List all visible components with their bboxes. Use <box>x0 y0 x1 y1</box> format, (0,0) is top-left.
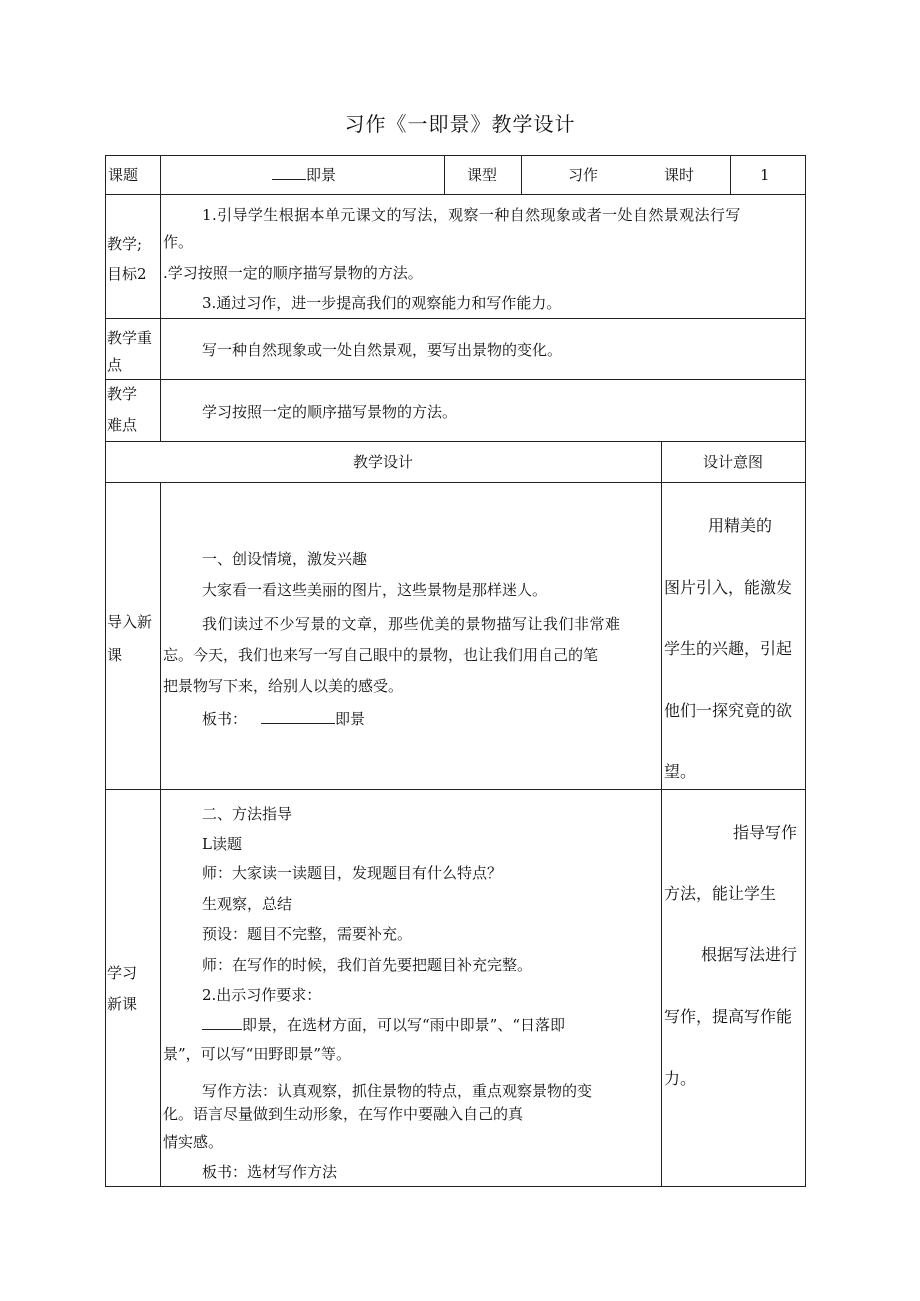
col-divider <box>661 441 662 1187</box>
step-read-title: L读题 <box>202 835 242 853</box>
intro-board-blank <box>261 709 335 724</box>
requirement-line-1-text: 即景，在选材方面，可以写“雨中即景”、“日落即 <box>242 1016 566 1034</box>
design-header: 教学设计 <box>352 453 413 471</box>
intro-intent-line-3: 学生的兴趣，引起 <box>664 639 793 658</box>
intro-intent-line-5: 望。 <box>664 762 697 781</box>
intro-board <box>202 709 365 729</box>
preset-answer: 预设：题目不完整，需要补充。 <box>202 925 413 943</box>
objectives-label-2: 目标2 <box>107 265 147 283</box>
teacher-instruction: 师：在写作的时候，我们首先要把题目补充完整。 <box>202 956 533 974</box>
student-observe: 生观察，总结 <box>202 895 293 913</box>
requirement-blank <box>202 1015 242 1030</box>
period-label: 课时 <box>664 166 695 184</box>
col-divider <box>160 482 161 1187</box>
lesson-intent-line-2: 方法，能让学生 <box>664 884 777 903</box>
row-divider <box>105 318 806 319</box>
topic-value <box>272 165 336 185</box>
intent-header: 设计意图 <box>702 453 763 471</box>
intro-paragraph-1: 大家看一看这些美丽的图片，这些景物是那样迷人。 <box>202 581 548 599</box>
intro-paragraph-2-line-2: 忘。今天，我们也来写一写自己眼中的景物，也让我们用自己的笔 <box>163 646 599 664</box>
row-divider <box>105 441 806 442</box>
row-divider <box>105 379 806 380</box>
objective-line-1: 1.引导学生根据本单元课文的写法，观察一种自然现象或者一处自然景观法行写 <box>202 206 741 224</box>
objective-line-4: 3.通过习作，进一步提高我们的观察能力和写作能力。 <box>202 294 562 312</box>
intro-heading: 一、创设情境，激发兴趣 <box>202 550 368 568</box>
intro-intent-line-4: 他们一探究竟的欲 <box>664 701 793 720</box>
method-line-1: 写作方法：认真观察，抓住景物的特点，重点观察景物的变 <box>202 1082 593 1100</box>
intro-board-label: 板书： <box>202 710 248 728</box>
col-divider <box>160 155 161 442</box>
key-points-text: 写一种自然现象或一处自然景观，要写出景物的变化。 <box>202 341 563 359</box>
intro-intent-line-2: 图片引入，能激发 <box>664 578 793 597</box>
objective-line-2: 作。 <box>163 233 194 251</box>
key-points-label-2: 点 <box>107 356 123 374</box>
row-divider <box>105 194 806 195</box>
table-border-top <box>105 155 806 156</box>
new-lesson-label-1: 学习 <box>107 964 138 982</box>
lesson-intent-line-1: 指导写作 <box>733 823 798 842</box>
new-lesson-label-2: 新课 <box>107 995 138 1013</box>
difficulties-label-2: 难点 <box>107 416 138 434</box>
intro-label-2: 课 <box>107 646 123 664</box>
method-line-3: 情实感。 <box>163 1133 224 1151</box>
intro-intent-line-1: 用精美的 <box>708 516 773 535</box>
row-divider <box>105 482 806 483</box>
topic-value-text: 即景 <box>306 166 337 184</box>
table-border-right <box>805 155 806 1187</box>
method-line-2: 化。语言尽量做到生动形象，在写作中要融入自己的真 <box>163 1105 524 1123</box>
difficulties-text: 学习按照一定的顺序描写景物的方法。 <box>202 403 458 421</box>
intro-paragraph-2-line-3: 把景物写下来，给别人以美的感受。 <box>163 677 404 695</box>
requirement-line-1 <box>202 1015 565 1035</box>
method-heading: 二、方法指导 <box>202 805 293 823</box>
intro-board-value: 即景 <box>335 710 366 728</box>
teacher-question: 师：大家读一读题目，发现题目有什么特点？ <box>202 864 503 882</box>
lesson-intent-line-3: 根据写法进行 <box>701 945 798 964</box>
topic-label: 课题 <box>108 166 139 184</box>
key-points-label-1: 教学重 <box>107 329 153 347</box>
table-border-bottom <box>105 1186 806 1187</box>
period-value: 1 <box>760 166 770 184</box>
table-border-left <box>105 155 106 1187</box>
intro-label-1: 导入新 <box>107 613 153 631</box>
col-divider <box>730 155 731 195</box>
objective-line-3: .学习按照一定的顺序描写景物的方法。 <box>163 264 423 282</box>
intro-paragraph-2-line-1: 我们读过不少写景的文章，那些优美的景物描写让我们非常难 <box>202 615 621 633</box>
lesson-intent-line-4: 写作，提高写作能 <box>664 1007 793 1026</box>
method-board: 板书：选材写作方法 <box>202 1163 338 1181</box>
step-show-requirements: 2.出示习作要求： <box>202 986 322 1004</box>
lesson-intent-line-5: 力。 <box>664 1069 697 1088</box>
type-label: 课型 <box>467 166 498 184</box>
objectives-label-1: 教学; <box>107 235 143 253</box>
page-title: 习作《一即景》教学设计 <box>344 112 576 136</box>
row-divider <box>105 789 806 790</box>
col-divider <box>521 155 522 195</box>
topic-blank <box>272 165 306 180</box>
type-value: 习作 <box>568 166 599 184</box>
requirement-line-2: 景”，可以写“田野即景”等。 <box>163 1045 352 1063</box>
col-divider <box>444 155 445 195</box>
difficulties-label-1: 教学 <box>107 385 138 403</box>
